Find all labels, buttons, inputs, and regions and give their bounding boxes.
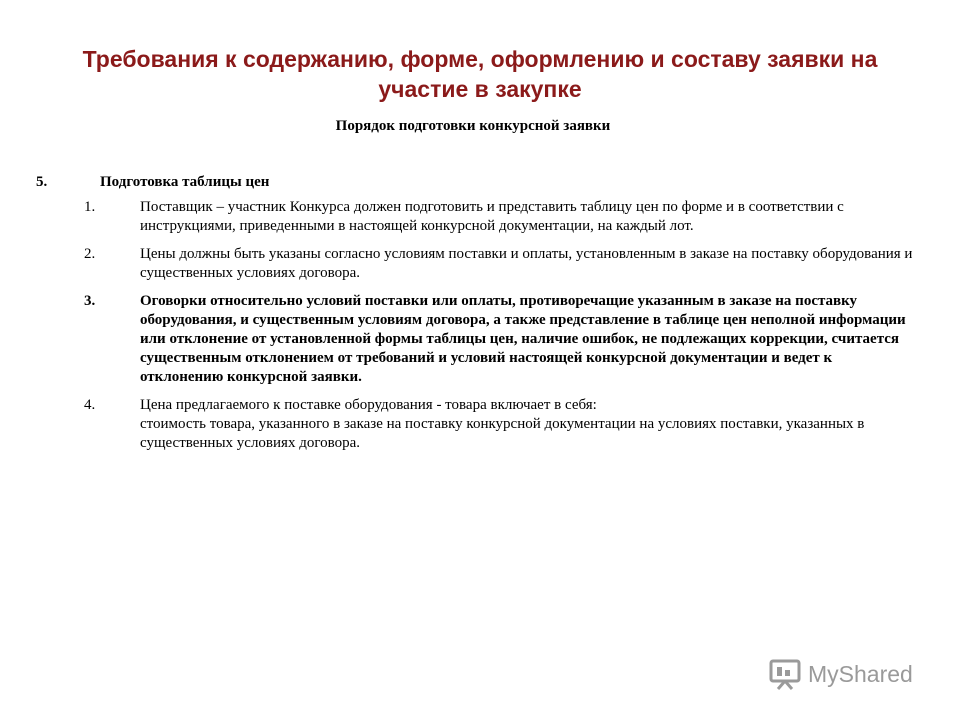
list-item-text: Поставщик – участник Конкурса должен подготовить и представить таблицу цен по форме и в соответствии с инструкциями, приведенными в настоящей конкурсной документации, на каждый лот. <box>140 199 844 234</box>
list-item-number: 1. <box>84 199 96 215</box>
list-item-number: 2. <box>84 246 96 262</box>
logo-brand-text: MyShared <box>808 660 913 687</box>
myshared-logo <box>768 656 913 692</box>
list-item <box>84 396 914 453</box>
list-item-text: Оговорки относительно условий поставки или оплаты, противоречащие указанным в заказе на поставку оборудования, и существенным условиям договора, а также представление в таблице цен неполной информации или отклонение от установленной формы таблицы цен, наличие ошибок, не подлежащих коррекции, считается существенным отклонением от требований и условий настоящей конкурсной документации и ведет к отклонению конкурсной заявки. <box>140 293 906 385</box>
slide-subtitle: Порядок подготовки конкурсной заявки <box>335 118 611 134</box>
list-item <box>84 198 914 236</box>
list-item-number: 4. <box>84 397 96 413</box>
section-label: Подготовка таблицы цен <box>100 174 270 190</box>
list-item-text-continuation: стоимость товара, указанного в заказе на поставку конкурсной документации на условиях поставки, указанных в существенных условиях договора. <box>140 416 865 451</box>
list-item <box>84 245 914 283</box>
list-item <box>84 292 914 387</box>
list-item-text: Цена предлагаемого к поставке оборудования - товара включает в себя: <box>140 397 597 413</box>
section-number: 5. <box>36 174 48 190</box>
list-item-text: Цены должны быть указаны согласно условиям поставки и оплаты, установленным в заказе на поставку оборудования и существенных условиях договора. <box>140 246 913 281</box>
price-table-requirements-list <box>84 198 914 462</box>
presentation-board-icon <box>768 657 802 691</box>
list-item-number: 3. <box>84 293 96 309</box>
slide-title: Требования к содержанию, форме, оформлению и составу заявки на участие в закупке <box>82 46 878 102</box>
